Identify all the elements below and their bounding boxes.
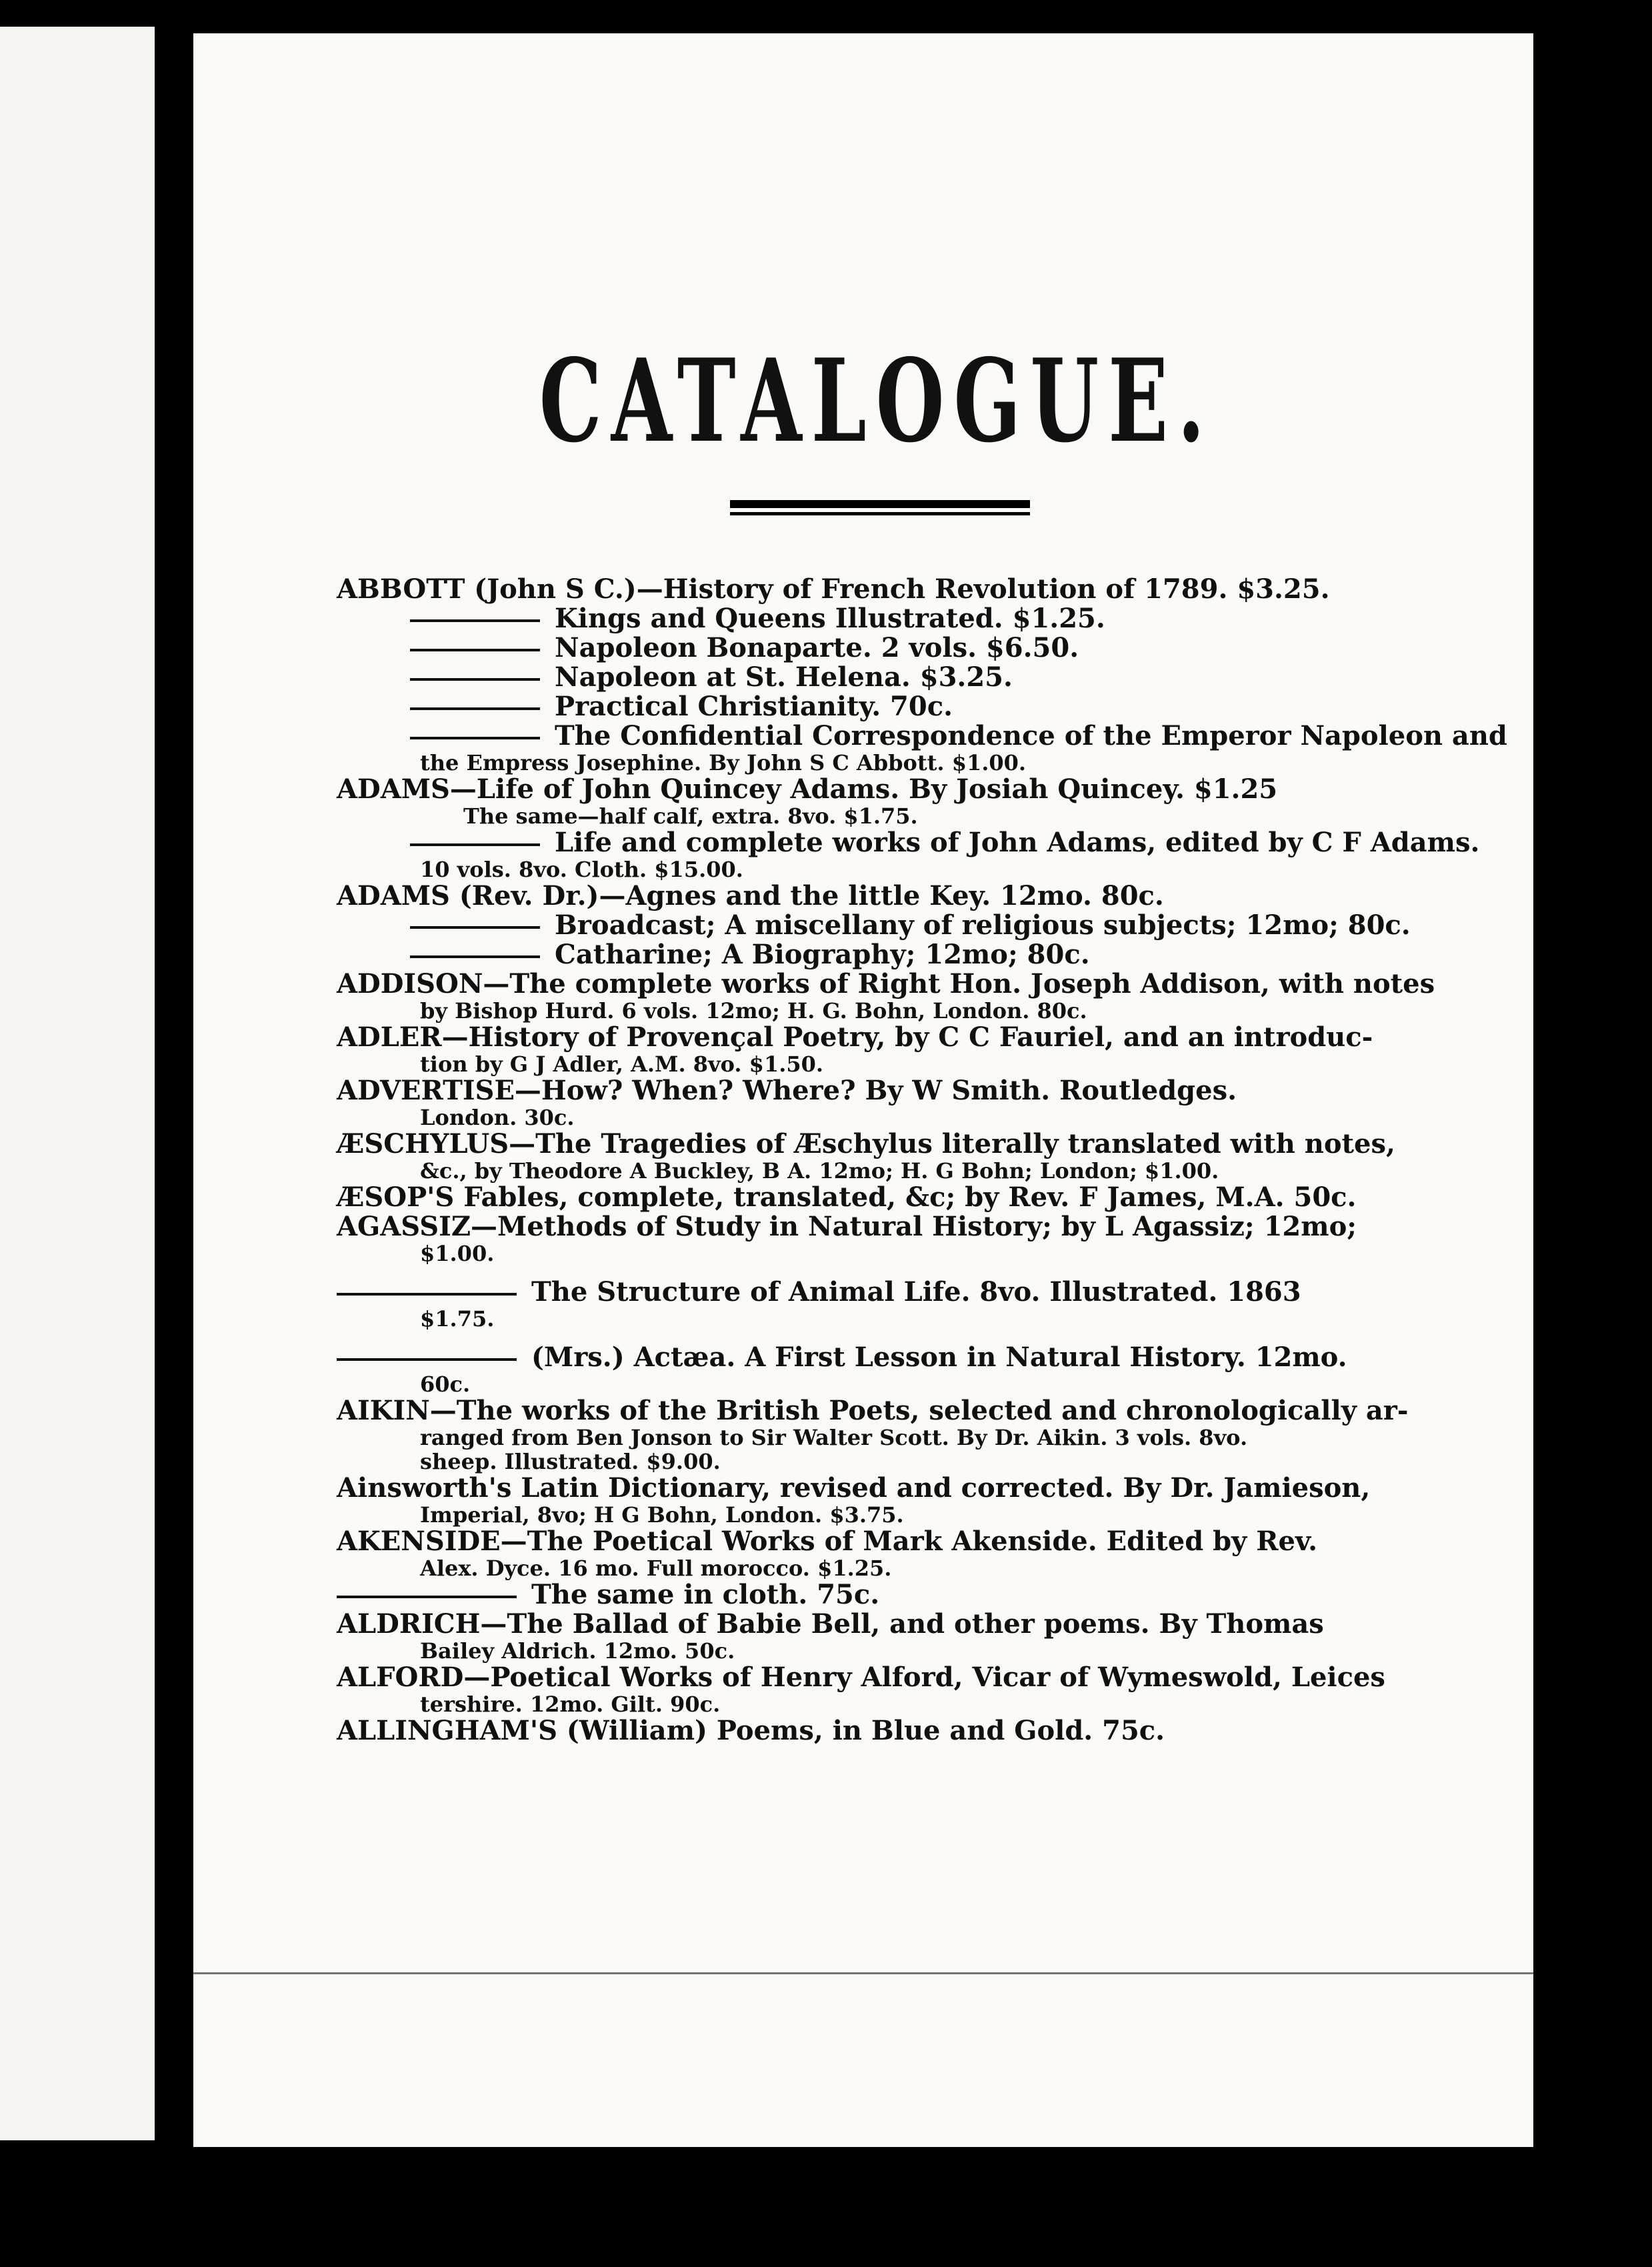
entry-continuation: $1.75. [420, 1306, 495, 1332]
entry-main-line: ALFORD—Poetical Works of Henry Alford, Vicar of Wymeswold, Leices [337, 1662, 1385, 1693]
page-bottom-rule [193, 1972, 1533, 1974]
entry-sub-line [337, 720, 1507, 751]
catalogue-entries [337, 573, 1507, 1746]
entry-sub-line [337, 1278, 1487, 1307]
entry-sub-line [337, 911, 1487, 940]
entry-main-line: ÆSOP'S Fables, complete, translated, &c; by Rev. F James, M.A. 50c. [337, 1182, 1357, 1213]
ditto-dash [410, 843, 540, 846]
entry-continuation: London. 30c. [420, 1105, 575, 1130]
entry-text: The same in cloth. 75c. [531, 1579, 880, 1610]
entry-text: Practical Christianity. 70c. [555, 691, 953, 722]
entry-main-line: Ainsworth's Latin Dictionary, revised and corrected. By Dr. Jamieson, [337, 1472, 1371, 1504]
entry-sub-line [337, 828, 1487, 857]
entry-continuation: &c., by Theodore A Buckley, B A. 12mo; H. G Bohn; London; $1.00. [420, 1158, 1219, 1184]
entry-main-line: ÆSCHYLUS—The Tragedies of Æschylus literally translated with notes, [337, 1128, 1395, 1160]
page-title: CATALOGUE. [539, 333, 1215, 468]
entry-text: Napoleon at St. Helena. $3.25. [555, 661, 1013, 693]
entry-main-line: AIKIN—The works of the British Poets, selected and chronologically ar- [337, 1395, 1409, 1426]
entry-text: Napoleon Bonaparte. 2 vols. $6.50. [555, 632, 1079, 663]
entry-main-line: ADAMS (Rev. Dr.)—Agnes and the little Key. 12mo. 80c. [337, 880, 1164, 911]
ditto-dash [410, 737, 540, 739]
entry-main-line: ALDRICH—The Ballad of Babie Bell, and other poems. By Thomas [337, 1608, 1324, 1640]
entry-main-line: ADDISON—The complete works of Right Hon. Joseph Addison, with notes [337, 968, 1435, 999]
entry-main-line: ALLINGHAM'S (William) Poems, in Blue and Gold. 75c. [337, 1715, 1165, 1746]
entry-continuation: $1.00. [420, 1241, 495, 1266]
entry-sub-line [337, 940, 1487, 969]
entry-continuation: tershire. 12mo. Gilt. 90c. [420, 1692, 721, 1717]
entry-continuation: tion by G J Adler, A.M. 8vo. $1.50. [420, 1051, 824, 1077]
entry-continuation: the Empress Josephine. By John S C Abbott. $1.00. [420, 750, 1027, 775]
catalogue-page [193, 33, 1533, 2147]
entry-main-line: ADAMS—Life of John Quincey Adams. By Josiah Quincey. $1.25 [337, 773, 1278, 805]
entry-continuation: 60c. [420, 1372, 471, 1397]
entry-sub-line [337, 663, 1487, 692]
ditto-dash [410, 678, 540, 681]
ditto-dash [337, 1358, 517, 1361]
entry-continuation: Imperial, 8vo; H G Bohn, London. $3.75. [420, 1502, 904, 1528]
entry-continuation: Bailey Aldrich. 12mo. 50c. [420, 1638, 735, 1664]
entry-main-line: AGASSIZ—Methods of Study in Natural History; by L Agassiz; 12mo; [337, 1211, 1357, 1242]
entry-sub-line [337, 692, 1487, 721]
entry-sub-line [337, 1343, 1487, 1372]
entry-sub-line [337, 604, 1487, 633]
entry-continuation: sheep. Illustrated. $9.00. [420, 1449, 721, 1474]
entry-main-line: ADVERTISE—How? When? Where? By W Smith. Routledges. [337, 1075, 1237, 1106]
entry-text: The Structure of Animal Life. 8vo. Illustrated. 1863 [531, 1276, 1301, 1308]
title-rule-thick [730, 500, 1030, 508]
entry-text: (Mrs.) Actæa. A First Lesson in Natural History. 12mo. [531, 1342, 1347, 1373]
entry-continuation: ranged from Ben Jonson to Sir Walter Scott. By Dr. Aikin. 3 vols. 8vo. [420, 1425, 1248, 1450]
ditto-dash [410, 619, 540, 622]
ditto-dash [410, 649, 540, 651]
entry-text: Life and complete works of John Adams, edited by C F Adams. [555, 827, 1480, 858]
ditto-dash [410, 707, 540, 710]
entry-text: The Confidential Correspondence of the Emperor Napoleon and [555, 720, 1507, 751]
entry-sub-line [337, 633, 1487, 663]
adjacent-page-edge [0, 27, 155, 2140]
entry-main-line: AKENSIDE—The Poetical Works of Mark Akenside. Edited by Rev. [337, 1526, 1318, 1557]
entry-main-line: ADLER—History of Provençal Poetry, by C C Fauriel, and an introduc- [337, 1021, 1373, 1053]
entry-text: Kings and Queens Illustrated. $1.25. [555, 603, 1105, 634]
entry-continuation: 10 vols. 8vo. Cloth. $15.00. [420, 857, 743, 882]
entry-sub-line [337, 1580, 1487, 1610]
entry-text: Catharine; A Biography; 12mo; 80c. [555, 939, 1090, 970]
entry-main-line: ABBOTT (John S C.)—History of French Revolution of 1789. $3.25. [337, 573, 1330, 605]
ditto-dash [337, 1596, 517, 1598]
ditto-dash [410, 955, 540, 958]
ditto-dash [337, 1293, 517, 1296]
ditto-dash [410, 926, 540, 929]
title-rule-thin [730, 512, 1030, 515]
entry-continuation: Alex. Dyce. 16 mo. Full morocco. $1.25. [420, 1556, 892, 1581]
entry-text: Broadcast; A miscellany of religious subjects; 12mo; 80c. [555, 909, 1411, 941]
entry-continuation: by Bishop Hurd. 6 vols. 12mo; H. G. Bohn, London. 80c. [420, 998, 1087, 1023]
entry-continuation: The same—half calf, extra. 8vo. $1.75. [463, 803, 918, 829]
